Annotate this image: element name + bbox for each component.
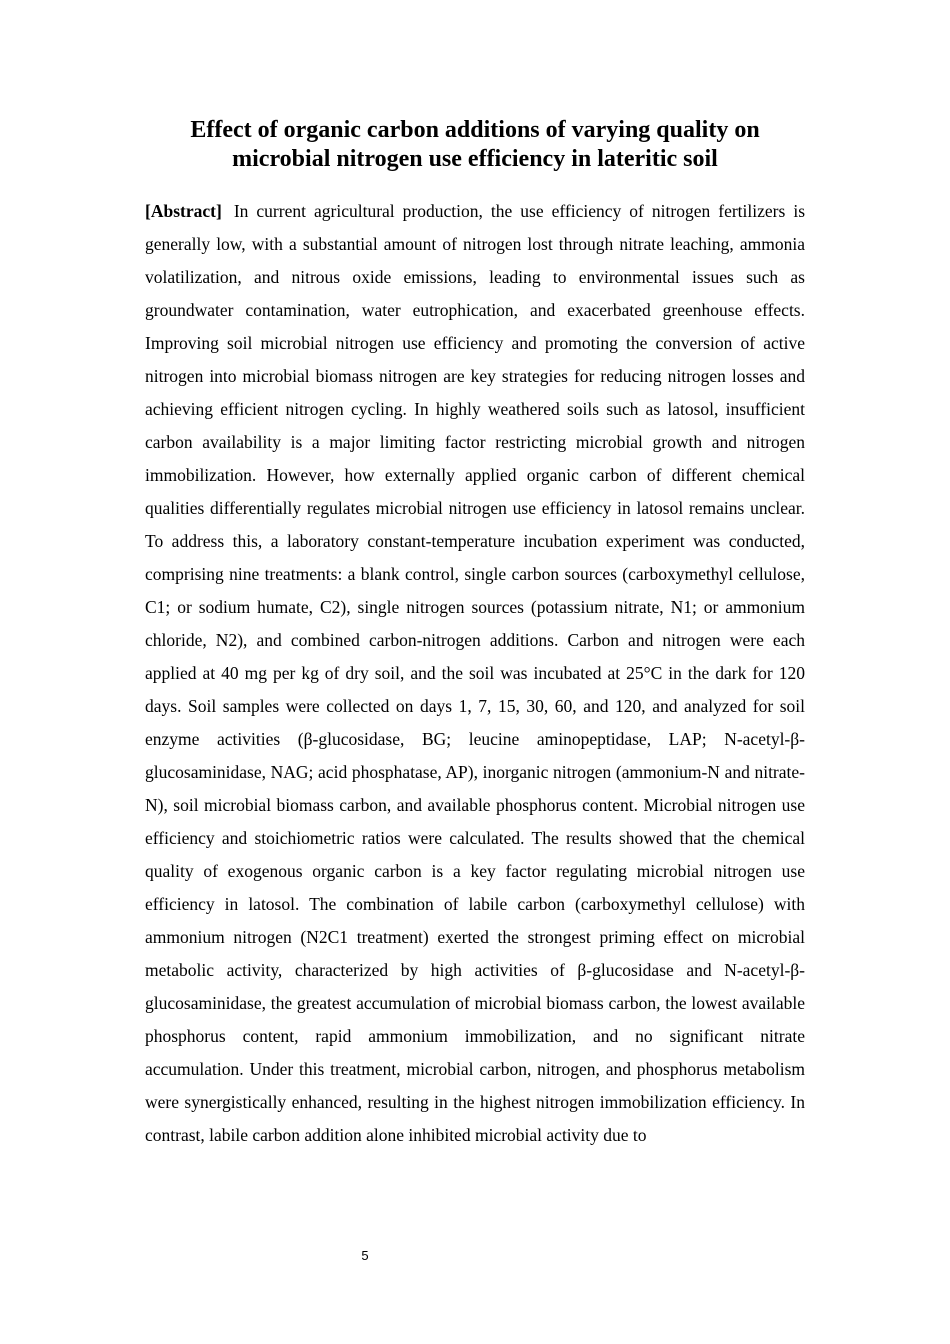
abstract-text: In current agricultural production, the use efficiency of nitrogen fertilizers is generally low, with a substantial amount of nitrogen lost through nitrate leaching, ammonia volatilization, and nitrous oxide emissions, leading to environmental issues such as groundwater contamination, water eutrophication, and exacerbated greenhouse effects. Improving soil microbial nitrogen use efficiency and promoting the conversion of active nitrogen into microbial biomass nitrogen are key strategies for reducing nitrogen losses and achieving efficient nitrogen cycling. In highly weathered soils such as latosol, insufficient carbon availability is a major limiting factor restricting microbial growth and nitrogen immobilization. However, how externally applied organic carbon of different chemical qualities differentially regulates microbial nitrogen use efficiency in latosol remains unclear. To address this, a laboratory constant-temperature incubation experiment was conducted, comprising nine treatments: a blank control, single carbon sources (carboxymethyl cellulose, C1; or sodium humate, C2), single nitrogen sources (potassium nitrate, N1; or ammonium chloride, N2), and combined carbon-nitrogen additions. Carbon and nitrogen were each applied at 40 mg per kg of dry soil, and the soil was incubated at 25°C in the dark for 120 days. Soil samples were collected on days 1, 7, 15, 30, 60, and 120, and analyzed for soil enzyme activities (β-glucosidase, BG; leucine aminopeptidase, LAP; N-acetyl-β-glucosaminidase, NAG; acid phosphatase, AP), inorganic nitrogen (ammonium-N and nitrate-N), soil microbial biomass carbon, and available phosphorus content. Microbial nitrogen use efficiency and stoichiometric ratios were calculated. The results showed that the chemical quality of exogenous organic carbon is a key factor regulating microbial nitrogen use efficiency in latosol. The combination of labile carbon (carboxymethyl cellulose) with ammonium nitrogen (N2C1 treatment) exerted the strongest priming effect on microbial metabolic activity, characterized by high activities of β-glucosidase and N-acetyl-β-glucosaminidase, the greatest accumulation of microbial biomass carbon, the lowest available phosphorus content, rapid ammonium immobilization, and no significant nitrate accumulation. Under this treatment, microbial carbon, nitrogen, and phosphorus metabolism were synergistically enhanced, resulting in the highest nitrogen immobilization efficiency. In contrast, labile carbon addition alone inhibited microbial activity due to [145, 201, 805, 1145]
page-number: 5 [361, 1248, 369, 1263]
abstract-paragraph [145, 195, 805, 1152]
abstract-label: [Abstract] [145, 201, 222, 221]
paper-title: Effect of organic carbon additions of varying quality on microbial nitrogen use efficiency in lateritic soil [190, 117, 760, 172]
